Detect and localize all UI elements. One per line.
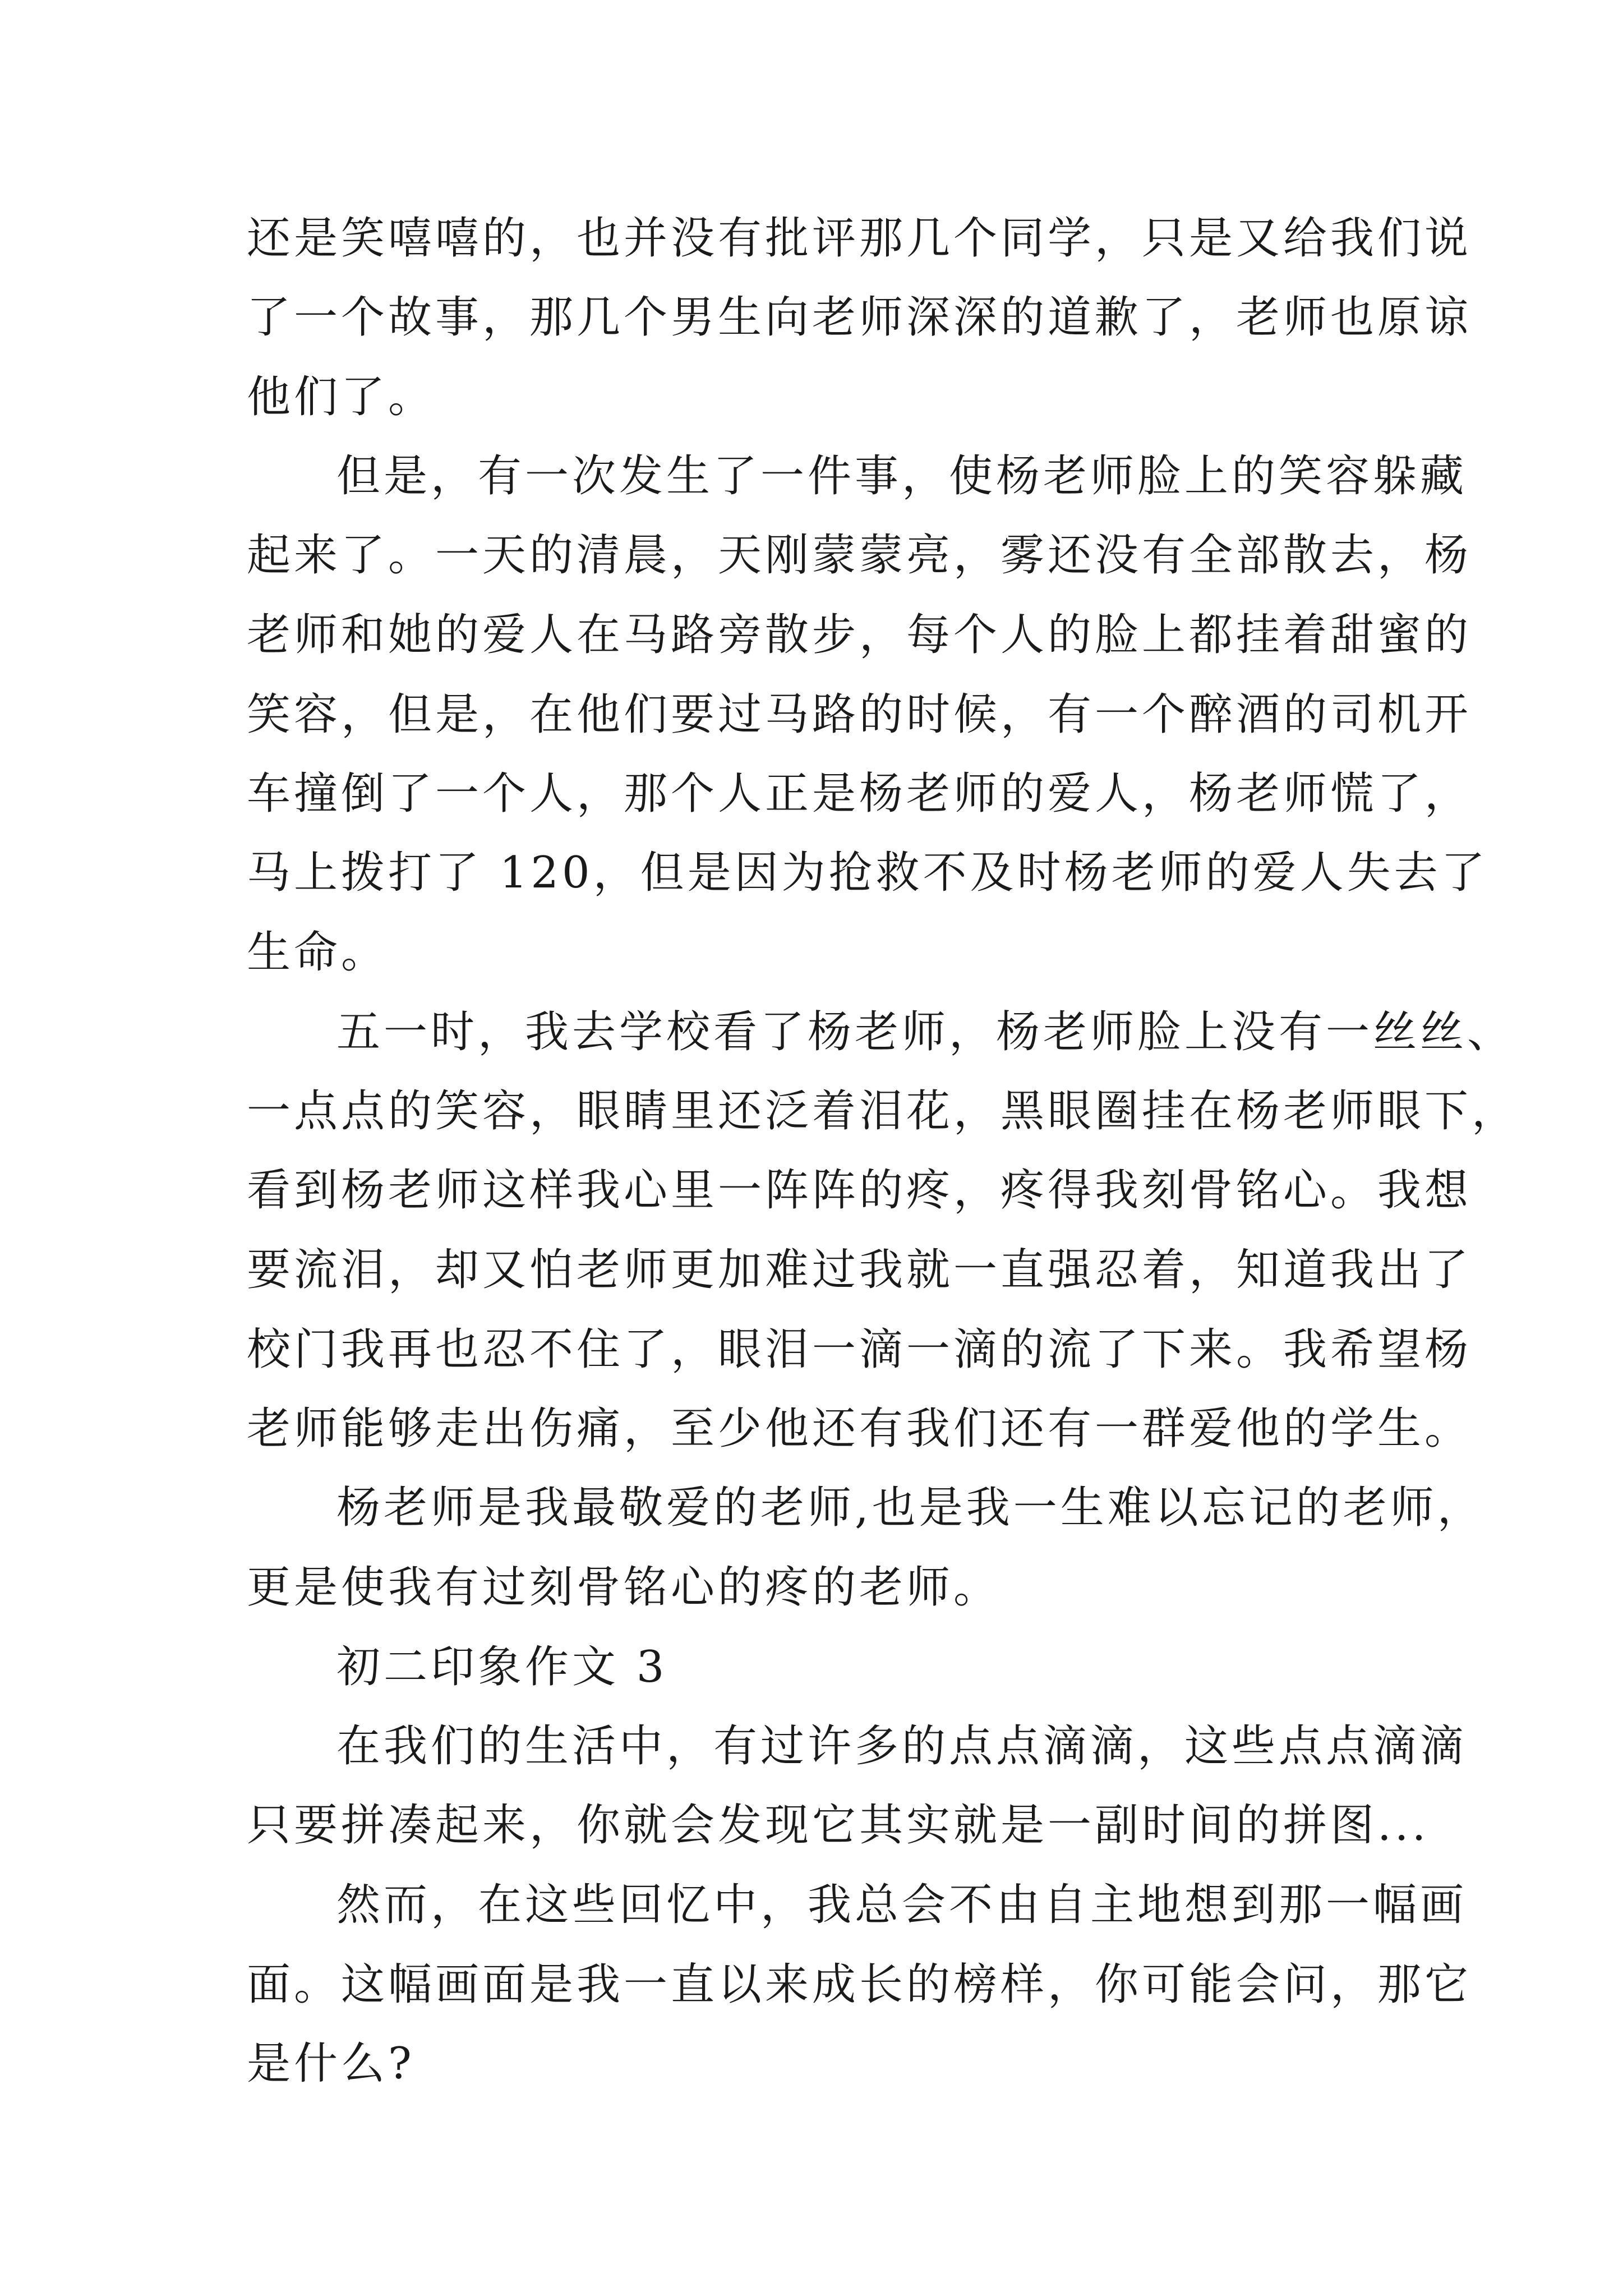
text-line: 是什么? xyxy=(247,2039,415,2089)
section-heading: 初二印象作文 3 xyxy=(336,1642,668,1692)
text-line: 但是，有一次发生了一件事，使杨老师脸上的笑容躲藏 xyxy=(336,451,1468,501)
text-line: 老师和她的爱人在马路旁散步，每个人的脸上都挂着甜蜜的 xyxy=(247,610,1472,660)
text-line: 在我们的生活中，有过许多的点点滴滴，这些点点滴滴 xyxy=(336,1721,1468,1772)
text-line: 五一时，我去学校看了杨老师，杨老师脸上没有一丝丝、 xyxy=(336,1007,1515,1057)
text-line: 更是使我有过刻骨铭心的疼的老师。 xyxy=(247,1562,1001,1613)
text-line: 还是笑嘻嘻的，也并没有批评那几个同学，只是又给我们说 xyxy=(247,213,1472,264)
text-line: 老师能够走出伤痛，至少他还有我们还有一群爱他的学生。 xyxy=(247,1404,1472,1454)
text-line: 面。这幅画面是我一直以来成长的榜样，你可能会问，那它 xyxy=(247,1959,1472,2010)
text-line: 看到杨老师这样我心里一阵阵的疼，疼得我刻骨铭心。我想 xyxy=(247,1165,1472,1216)
text-line: 要流泪，却又怕老师更加难过我就一直强忍着，知道我出了 xyxy=(247,1245,1472,1295)
text-line: 生命。 xyxy=(247,927,389,978)
text-line: 笑容，但是，在他们要过马路的时候，有一个醉酒的司机开 xyxy=(247,689,1472,740)
text-line: 然而，在这些回忆中，我总会不由自主地想到那一幅画 xyxy=(336,1880,1468,1930)
text-line: 他们了。 xyxy=(247,372,436,422)
text-line: 马上拨打了 120，但是因为抢救不及时杨老师的爱人失去了 xyxy=(247,848,1488,898)
text-line: 起来了。一天的清晨，天刚蒙蒙亮，雾还没有全部散去，杨 xyxy=(247,530,1472,581)
text-line: 杨老师是我最敬爱的老师,也是我一生难以忘记的老师， xyxy=(336,1483,1484,1533)
text-line: 一点点的笑容，眼睛里还泛着泪花，黑眼圈挂在杨老师眼下， xyxy=(247,1086,1519,1137)
text-line: 校门我再也忍不住了，眼泪一滴一滴的流了下来。我希望杨 xyxy=(247,1324,1472,1375)
text-line: 了一个故事，那几个男生向老师深深的道歉了，老师也原谅 xyxy=(247,292,1472,343)
text-line: 只要拼凑起来，你就会发现它其实就是一副时间的拼图... xyxy=(247,1800,1430,1851)
text-line: 车撞倒了一个人，那个人正是杨老师的爱人，杨老师慌了， xyxy=(247,769,1472,819)
